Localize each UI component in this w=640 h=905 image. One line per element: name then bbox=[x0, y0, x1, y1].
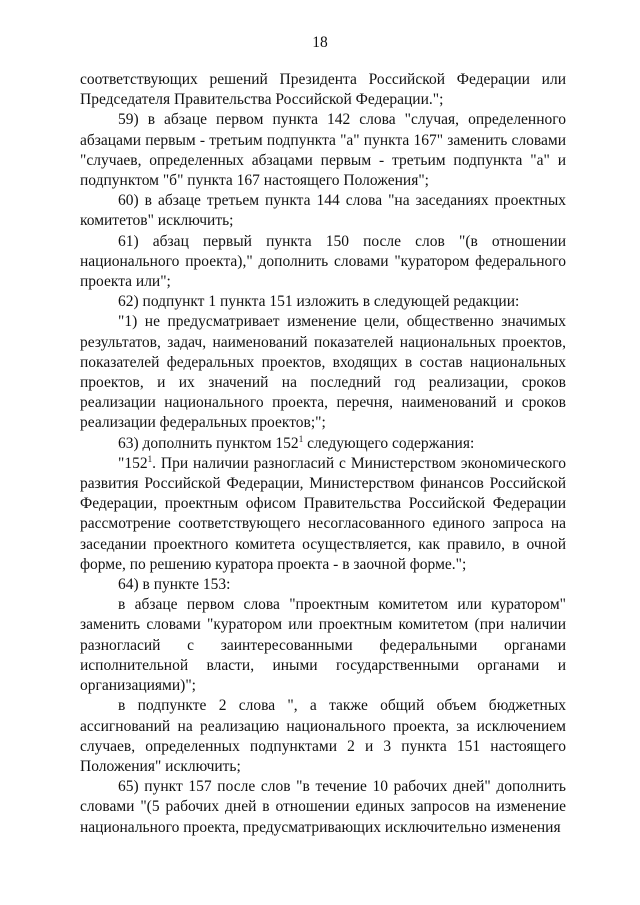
paragraph-item-63-quote bbox=[80, 454, 566, 575]
paragraph-item-64: 64) в пункте 153: bbox=[118, 576, 231, 594]
paragraph-text: . При наличии разногласий с Министерством экономического развития Российской Федерации, Министерством финансов Российской Федерации, проектным офисом Правительства Российской Федерации рассмотрение соответствующего несогласованного единого запроса на заседании проектного комитета осуществляется, как правило, в очной форме, по решению куратора проекта - в заочной форме."; bbox=[80, 454, 566, 573]
superscript: 1 bbox=[147, 453, 153, 464]
paragraph-item-61: 61) абзац первый пункта 150 после слов "(в отношении национального проекта)," дополнить словами "куратором федерального проекта или"; bbox=[80, 232, 566, 291]
paragraph-item-62-quote: "1) не предусматривает изменение цели, общественно значимых результатов, задач, наименований показателей национальных проектов, показателей федеральных проектов, входящих в состав национальных проектов, и их значений на последний год реализации, сроков реализации национального проекта, перечня, наименований и сроков реализации федеральных проектов;"; bbox=[80, 313, 566, 432]
paragraph-item-64-b: в подпункте 2 слова ", а также общий объем бюджетных ассигнований на реализацию национального проекта, за исключением случаев, определенных подпунктами 2 и 3 пункта 151 настоящего Положения" исключить; bbox=[80, 697, 566, 775]
paragraph-item-59: 59) в абзаце первом пункта 142 слова "случая, определенного абзацами первым - третьим подпункта "а" пункта 167" заменить словами "случаев, определенных абзацами первым - третьим подпункта "а" и подпунктом "б" пункта 167 настоящего Положения"; bbox=[80, 111, 566, 190]
paragraph-item-65: 65) пункт 157 после слов "в течение 10 рабочих дней" дополнить словами "(5 рабочих дней в отношении единых запросов на изменение национального проекта, предусматривающих исключительно изменения bbox=[80, 778, 566, 836]
paragraph-item-62: 62) подпункт 1 пункта 151 изложить в следующей редакции: bbox=[118, 293, 520, 311]
paragraph-item-64-a: в абзаце первом слова "проектным комитетом или куратором" заменить словами "куратором или проектным комитетом (при наличии разногласий с заинтересованными федеральными органами исполнительной власти, иными государственными органами и организациями)"; bbox=[80, 596, 566, 695]
paragraph-text: "152 bbox=[118, 454, 148, 472]
superscript: 1 bbox=[298, 433, 304, 444]
paragraph-item-60: 60) в абзаце третьем пункта 144 слова "на заседаниях проектных комитетов" исключить; bbox=[80, 192, 566, 230]
document-body bbox=[80, 70, 566, 838]
paragraph-text: 63) дополнить пунктом 152 bbox=[118, 434, 299, 452]
paragraph-text: следующего содержания: bbox=[303, 434, 475, 452]
paragraph-continuation: соответствующих решений Президента Российской Федерации или Председателя Правительства Российской Федерации."; bbox=[80, 71, 566, 109]
page-number: 18 bbox=[312, 34, 328, 51]
paragraph-item-63 bbox=[80, 434, 566, 454]
